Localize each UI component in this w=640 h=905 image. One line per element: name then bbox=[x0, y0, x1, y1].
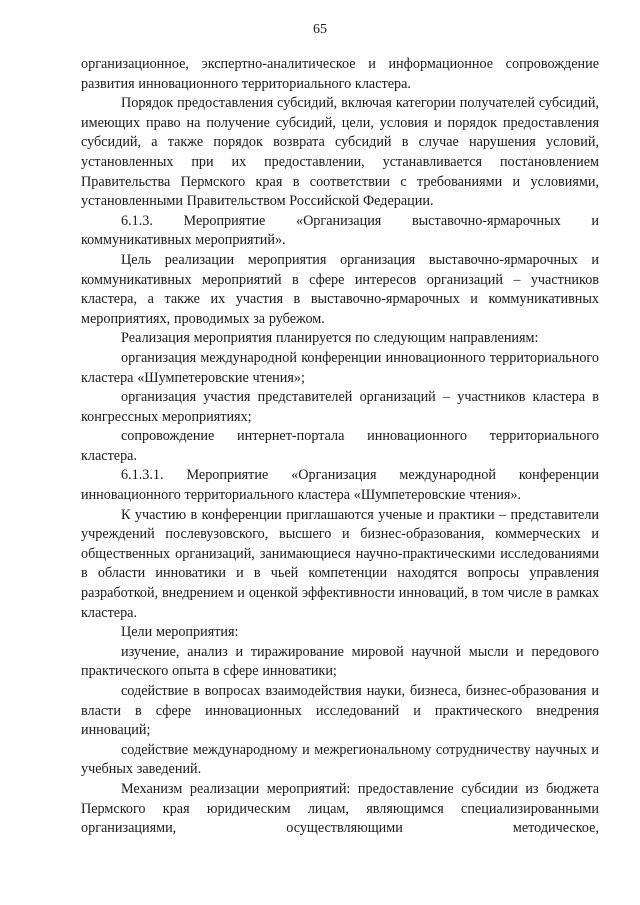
list-item-portal: сопровождение интернет-портала инновационного территориального кластера. bbox=[81, 428, 599, 464]
document-body bbox=[81, 55, 599, 839]
paragraph-goal: Цель реализации мероприятия организация выставочно-ярмарочных и коммуникативных мероприятий в сфере интересов организаций – участников кластера, а также их участия в выставочно-ярмарочных и коммуникативных мероприятиях, проводимых за рубежом. bbox=[81, 251, 599, 327]
paragraph-mechanism: Механизм реализации мероприятий: предоставление субсидии из бюджета Пермского края юридическим лицам, являющимся специализированными организациями, осуществляющими методическое, bbox=[81, 780, 599, 837]
paragraph-directions-intro: Реализация мероприятия планируется по следующим направлениям: bbox=[121, 330, 539, 347]
paragraph-goals-intro: Цели мероприятия: bbox=[121, 624, 239, 641]
section-heading-6-1-3-1: 6.1.3.1. Мероприятие «Организация международной конференции инновационного территориального кластера «Шумпетеровские чтения». bbox=[81, 467, 599, 504]
list-item-congress: организация участия представителей организаций – участников кластера в конгрессных мероприятиях; bbox=[81, 389, 599, 425]
list-item-interaction: содействие в вопросах взаимодействия науки, бизнеса, бизнес-образования и власти в сфере инновационных исследований и практического внедрения инноваций; bbox=[81, 683, 599, 739]
page-number: 65 bbox=[313, 22, 327, 37]
list-item-cooperation: содействие международному и межрегиональному сотрудничеству научных и учебных заведений. bbox=[81, 741, 599, 778]
list-item-conference: организация международной конференции инновационного территориального кластера «Шумпетеровские чтения»; bbox=[81, 349, 599, 386]
paragraph-participants: К участию в конференции приглашаются ученые и практики – представители учреждений послевузовского, высшего и бизнес-образования, коммерческих и общественных организаций, занимающиеся научно-практическими исследованиями в области инноватики и в чьей компетенции находятся вопросы управления разработкой, внедрением и оценкой эффективности инноваций, в том числе в рамках кластера. bbox=[81, 506, 599, 621]
list-item-study: изучение, анализ и тиражирование мировой научной мысли и передового практического опыта в сфере инноватики; bbox=[81, 643, 599, 680]
paragraph-subsidy-procedure: Порядок предоставления субсидий, включая категории получателей субсидий, имеющих право на получение субсидий, цели, условия и порядок предоставления субсидий, а также порядок возврата субсидий в случае нарушения условий, установленных при их предоставлении, устанавливается постановлением Правительства Пермского края в соответствии с требованиями и условиями, установленными Правительством Российской Федерации. bbox=[81, 95, 599, 210]
section-heading-6-1-3: 6.1.3. Мероприятие «Организация выставочно-ярмарочных и коммуникативных мероприятий». bbox=[81, 212, 599, 249]
paragraph-continuation: организационное, экспертно-аналитическое и информационное сопровождение развития инновационного территориального кластера. bbox=[81, 56, 599, 92]
